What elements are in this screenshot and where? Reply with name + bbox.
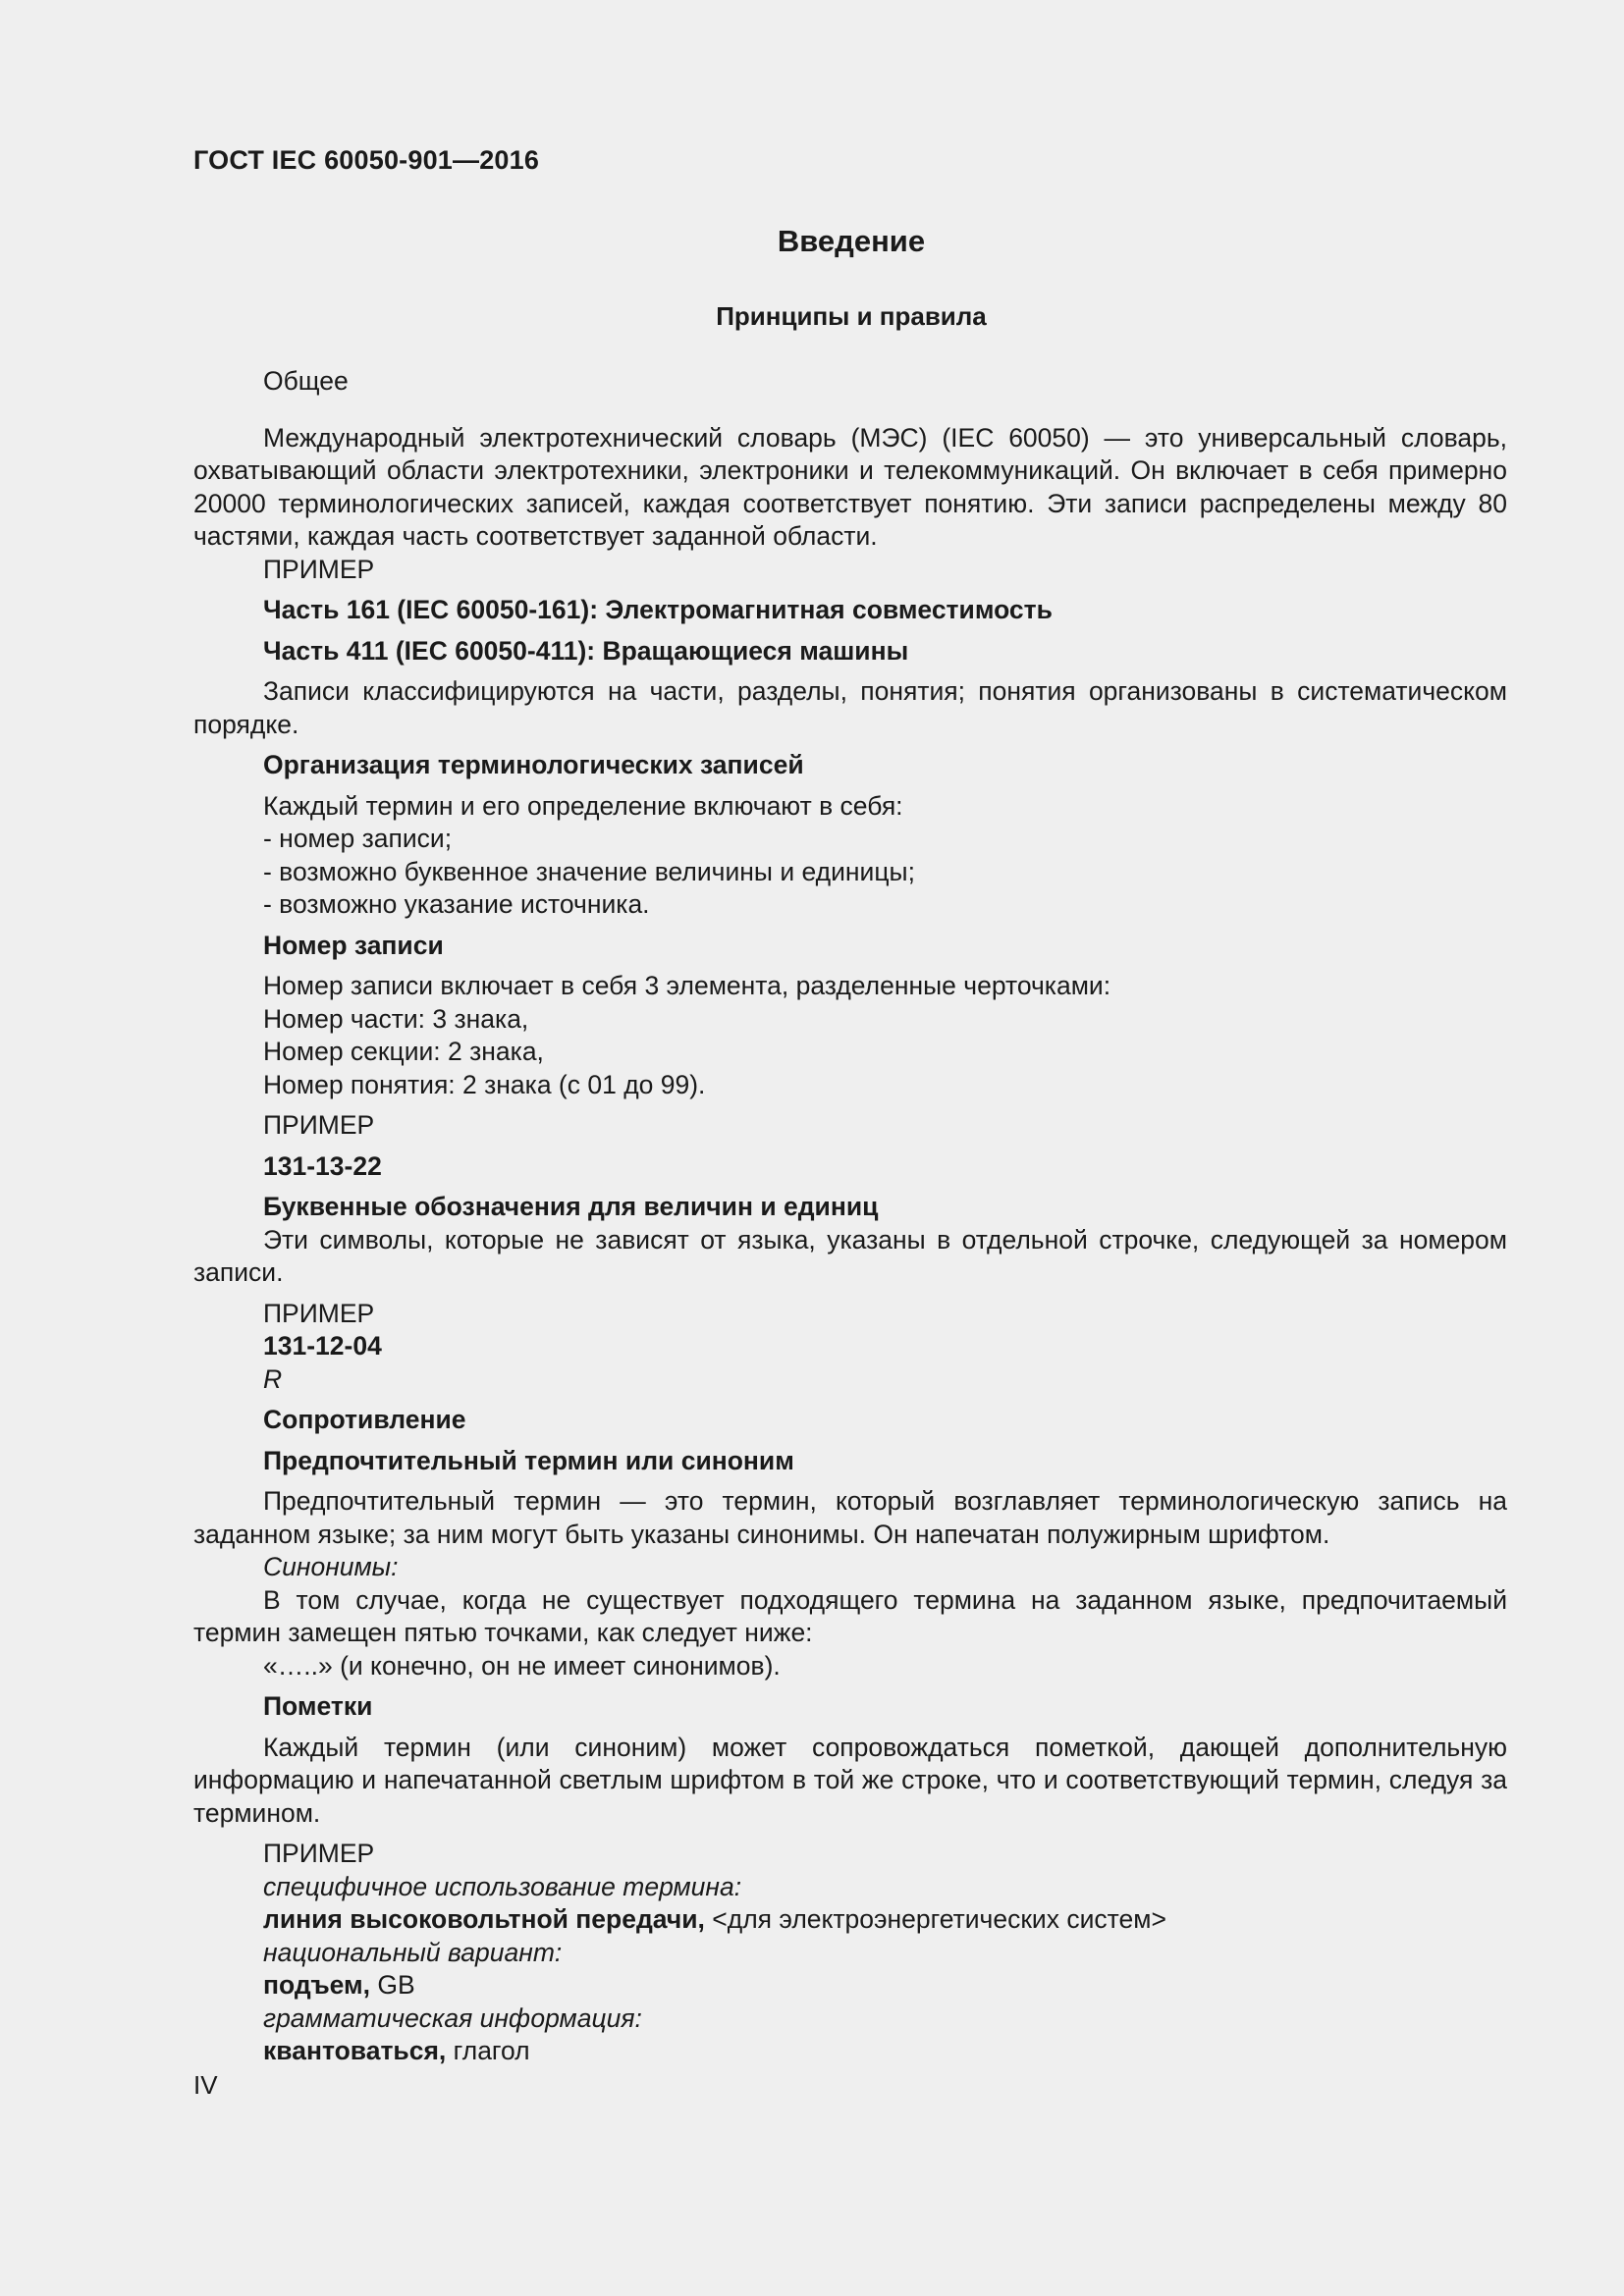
note-example-caption: национальный вариант: [263, 1937, 563, 1967]
section-subtitle: Принципы и правила [716, 301, 987, 331]
note-example-line [193, 1969, 1507, 2002]
page-title: Введение [777, 224, 926, 258]
number-intro: Номер записи включает в себя 3 элемента, разделенные черточками: [263, 971, 1111, 1000]
org-item: - возможно указание источника. [263, 889, 650, 919]
symbols-paragraph: Эти символы, которые не зависят от языка, указаны в отдельной строчке, следующей за номером записи. [193, 1224, 1507, 1287]
note-example-line [193, 2035, 1507, 2068]
number-item: Номер части: 3 знака, [263, 1003, 529, 1034]
note-example-note: GB [370, 1970, 415, 2000]
part-161-line: Часть 161 (IEC 60050-161): Электромагнитная совместимость [263, 595, 1053, 624]
part-411-line: Часть 411 (IEC 60050-411): Вращающиеся машины [263, 635, 909, 666]
note-example-note: глагол [446, 2036, 530, 2065]
example-label: ПРИМЕР [263, 1110, 375, 1140]
preferred-heading: Предпочтительный термин или синоним [263, 1445, 794, 1475]
note-example-term: квантоваться, [263, 2036, 447, 2065]
note-example-caption: специфичное использование термина: [263, 1871, 742, 1901]
note-example-caption: грамматическая информация: [263, 2002, 642, 2033]
synonyms-label: Синонимы: [263, 1552, 399, 1581]
example-record-number: 131-12-04 [263, 1331, 382, 1361]
synonyms-paragraph: В том случае, когда не существует подходящего термина на заданном языке, предпочитаемый термин замещен пятью точками, как следует ниже: [193, 1584, 1507, 1647]
example-label: ПРИМЕР [263, 554, 375, 584]
notes-heading: Пометки [263, 1691, 373, 1721]
note-example-term: подъем, [263, 1970, 370, 2000]
number-heading: Номер записи [263, 930, 444, 960]
number-item: Номер секции: 2 знака, [263, 1037, 544, 1066]
notes-paragraph: Каждый термин (или синоним) может сопровождаться пометкой, дающей дополнительную информацию и напечатанной светлым шрифтом в той же строке, что и соответствующий термин, следуя за термином. [193, 1732, 1507, 1828]
general-label: Общее [263, 366, 349, 396]
example-label: ПРИМЕР [263, 1839, 375, 1868]
intro-paragraph: Международный электротехнический словарь (МЭС) (IEC 60050) — это универсальный словарь, охватывающий области электротехники, электроники и телекоммуникаций. Он включает в себя примерно 20000 терминологических записей, каждая соответствует понятию. Эти записи распределены между 80 частями, каждая часть соответствует заданной области. [193, 422, 1507, 551]
org-item: - возможно буквенное значение величины и единицы; [263, 856, 915, 886]
note-example-line [193, 1903, 1507, 1937]
note-example-note: <для электроэнергетических систем> [704, 1904, 1166, 1934]
note-example-term: линия высоковольтной передачи, [263, 1904, 705, 1934]
preferred-paragraph: Предпочтительный термин — это термин, который возглавляет терминологическую запись на заданном языке; за ним могут быть указаны синонимы. Он напечатан полужирным шрифтом. [193, 1486, 1507, 1549]
example-symbol: R [263, 1363, 283, 1394]
org-heading: Организация терминологических записей [263, 750, 804, 779]
number-item: Номер понятия: 2 знака (с 01 до 99). [263, 1069, 706, 1099]
document-body [193, 365, 1507, 2068]
org-item: - номер записи; [263, 824, 453, 853]
symbols-heading: Буквенные обозначения для величин и единиц [263, 1192, 879, 1221]
example-term: Сопротивление [263, 1405, 466, 1434]
page-number: IV [193, 2070, 218, 2100]
dots-line: «…..» (и конечно, он не имеет синонимов). [263, 1650, 781, 1681]
classification-paragraph: Записи классифицируются на части, разделы, понятия; понятия организованы в систематическом порядке. [193, 676, 1507, 739]
example-label: ПРИМЕР [263, 1298, 375, 1328]
org-intro: Каждый термин и его определение включают в себя: [263, 790, 903, 821]
document-code: ГОСТ IEC 60050-901—2016 [193, 145, 540, 175]
example-record-number: 131-13-22 [263, 1150, 382, 1181]
